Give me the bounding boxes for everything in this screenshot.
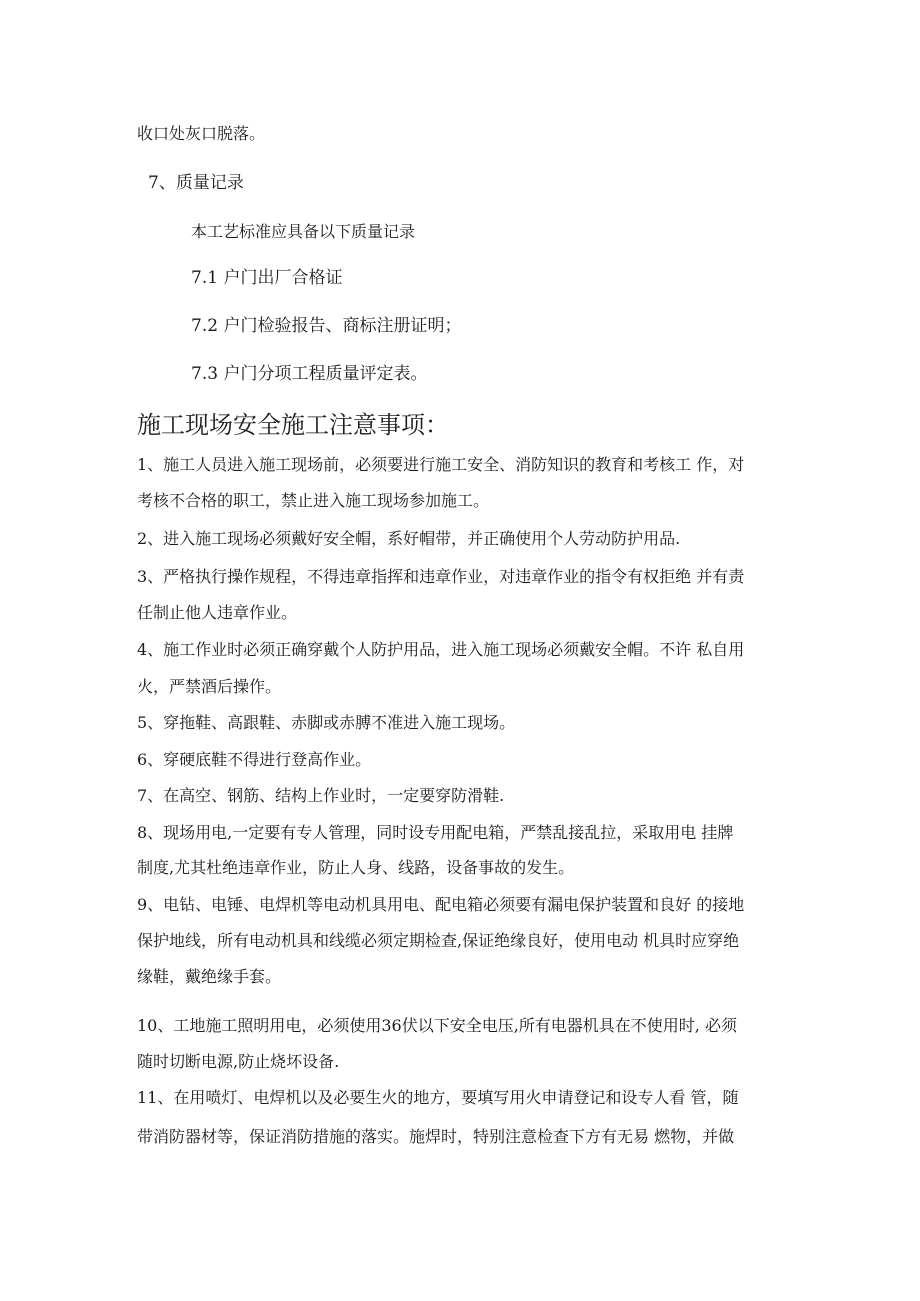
- safety-line: 5、穿拖鞋、高跟鞋、赤脚或赤膊不准进入施工现场。: [137, 713, 516, 732]
- safety-line: 4、施工作业时必须正确穿戴个人防护用品，进入施工现场必须戴安全帽。不许 私自用: [137, 640, 745, 659]
- section-lead: 本工艺标准应具备以下质量记录: [191, 222, 416, 241]
- safety-line: 8、现场用电,一定要有专人管理，同时设专用配电箱，严禁乱接乱拉，采取用电 挂牌: [137, 823, 734, 842]
- safety-line: 随时切断电源,防止烧坏设备.: [137, 1052, 340, 1071]
- safety-line: 6、穿硬底鞋不得进行登高作业。: [137, 750, 372, 769]
- safety-line: 保护地线，所有电动机具和线缆必须定期检查,保证绝缘良好，使用电动 机具时应穿绝: [137, 931, 740, 950]
- safety-line: 缘鞋，戴绝缘手套。: [137, 967, 282, 986]
- safety-line: 9、电钻、电锤、电焊机等电动机具用电、配电箱必须要有漏电保护装置和良好 的接地: [137, 895, 745, 914]
- safety-line: 10、工地施工照明用电，必须使用36伏以下安全电压,所有电器机具在不使用时, 必须: [137, 1016, 737, 1035]
- safety-line: 1、施工人员进入施工现场前，必须要进行施工安全、消防知识的教育和考核工 作，对: [137, 455, 745, 474]
- safety-line: 火，严禁酒后操作。: [137, 677, 282, 696]
- safety-line: 3、严格执行操作规程，不得违章指挥和违章作业，对违章作业的指令有权拒绝 并有责: [137, 567, 745, 586]
- safety-line: 2、进入施工现场必须戴好安全帽，系好帽带，并正确使用个人劳动防护用品.: [137, 529, 681, 548]
- safety-line: 带消防器材等，保证消防措施的落实。施焊时，特别注意检查下方有无易 燃物，并做: [137, 1127, 735, 1146]
- record-item: 7.3 户门分项工程质量评定表。: [191, 364, 428, 384]
- safety-title: 施工现场安全施工注意事项：: [137, 411, 449, 439]
- record-item: 7.1 户门出厂合格证: [191, 268, 343, 288]
- continued-text: 收口处灰口脱落。: [137, 124, 266, 143]
- safety-line: 考核不合格的职工，禁止进入施工现场参加施工。: [137, 491, 490, 510]
- safety-line: 任制止他人违章作业。: [137, 603, 298, 622]
- safety-line: 7、在高空、钢筋、结构上作业时，一定要穿防滑鞋.: [137, 786, 505, 805]
- record-item: 7.2 户门检验报告、商标注册证明；: [191, 316, 462, 336]
- section-heading: 7、质量记录: [148, 173, 244, 193]
- safety-line: 制度,尤其杜绝违章作业，防止人身、线路，设备事故的发生。: [137, 858, 575, 877]
- safety-line: 11、在用喷灯、电焊机以及必要生火的地方，要填写用火申请登记和设专人看 管，随: [137, 1088, 739, 1107]
